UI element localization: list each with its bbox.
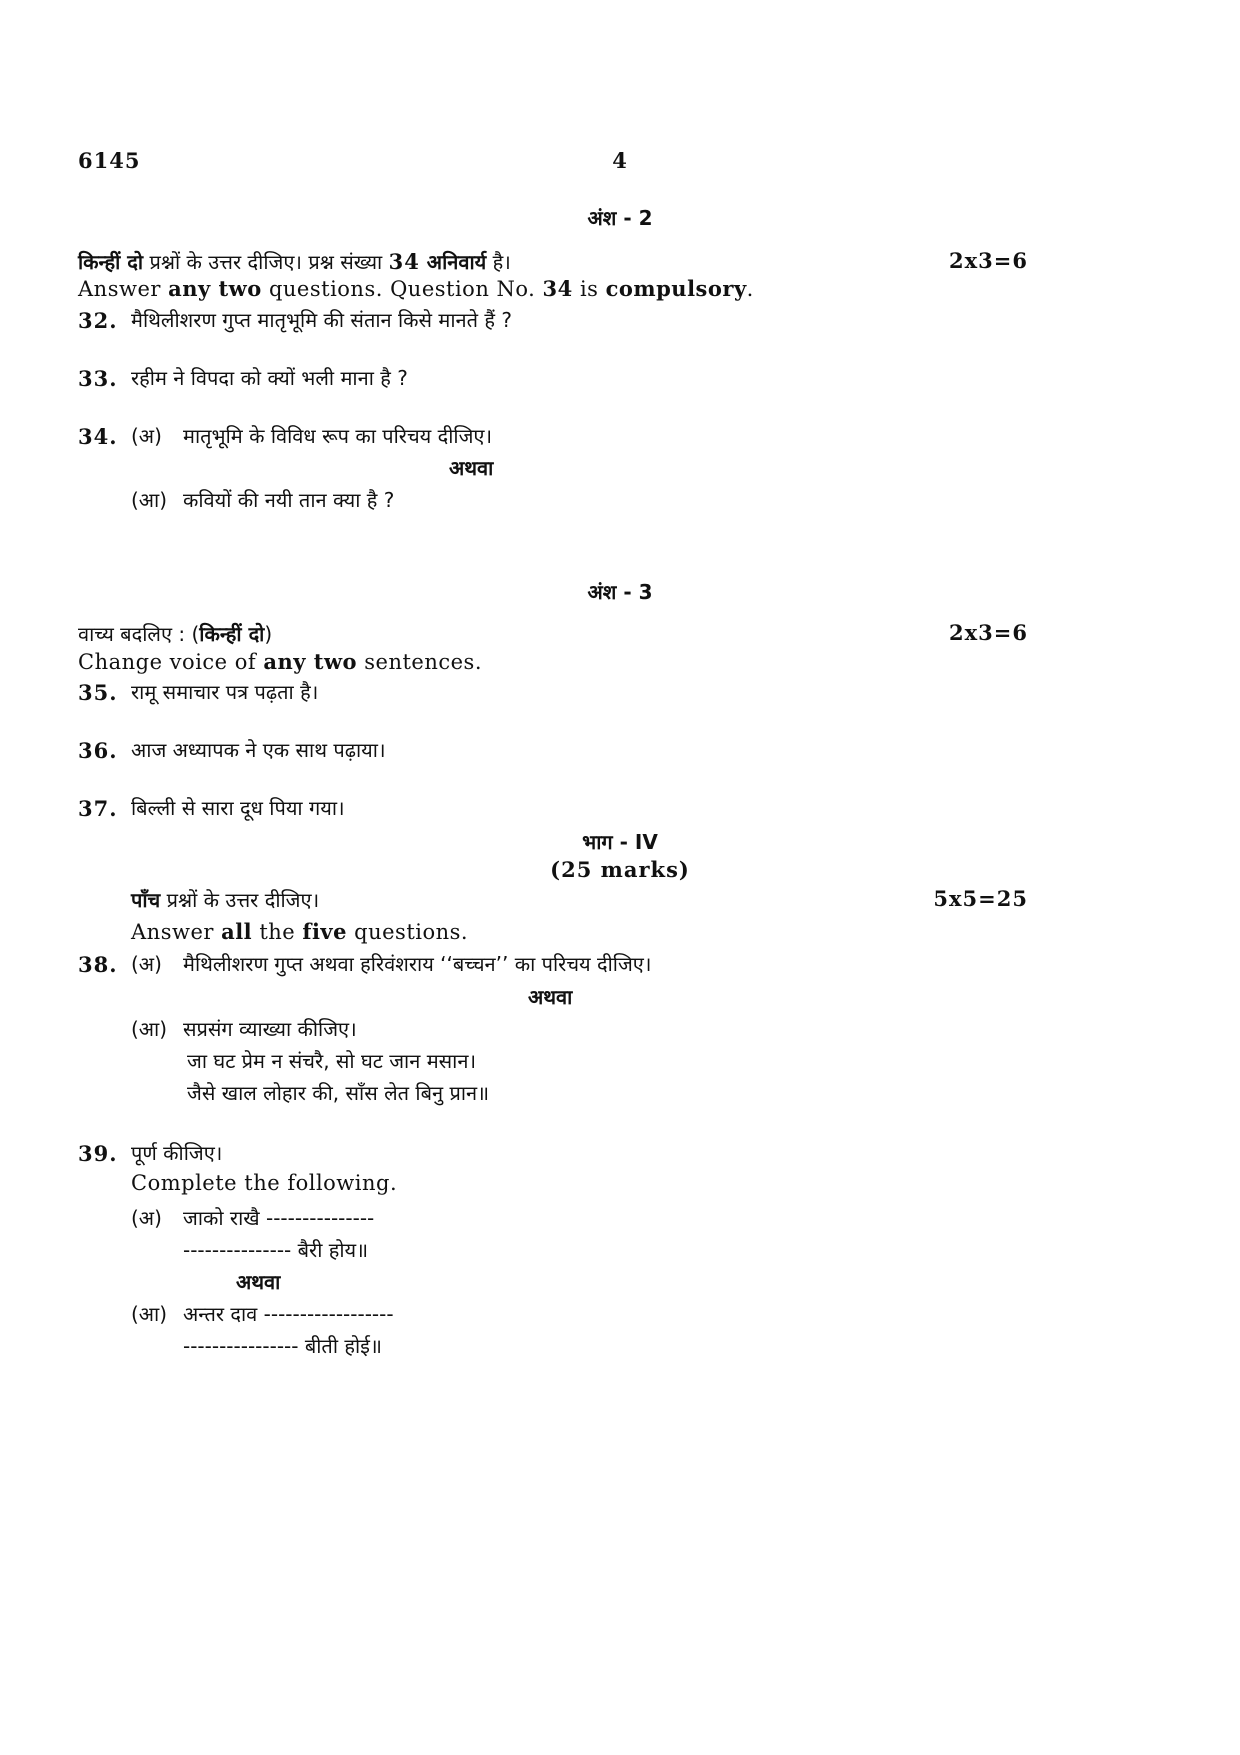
or-label: अथवा	[236, 1270, 281, 1294]
instr-text: प्रश्नों के उत्तर दीजिए। प्रश्न संख्या	[143, 250, 389, 274]
question-36-number: 36.	[78, 738, 118, 763]
question-39-text: पूर्ण कीजिए।	[131, 1141, 223, 1165]
question-39-english: Complete the following.	[131, 1171, 398, 1195]
question-37-text: बिल्ली से सारा दूध पिया गया।	[131, 796, 345, 820]
question-38a-label: (अ)	[131, 952, 162, 976]
bold-text: five	[302, 919, 347, 944]
text: वाच्य बदलिए : (	[78, 622, 200, 646]
question-32-text: मैथिलीशरण गुप्त मातृभूमि की संतान किसे मानते हैं ?	[131, 308, 512, 332]
text: प्रश्नों के उत्तर दीजिए।	[160, 888, 320, 912]
question-39-number: 39.	[78, 1141, 118, 1166]
question-39a-line-1: जाको राखै ---------------	[183, 1206, 375, 1230]
text: questions.	[346, 920, 469, 944]
question-39b-line-1: अन्तर दाव ------------------	[183, 1302, 394, 1326]
or-label: अथवा	[528, 985, 573, 1009]
text: sentences.	[357, 650, 482, 674]
text: the	[252, 920, 303, 944]
section-2-instruction-hindi	[78, 248, 511, 275]
question-38b-label: (आ)	[131, 1017, 168, 1041]
text: Answer	[78, 277, 169, 301]
bold-text: any two	[263, 649, 358, 674]
part-4-instruction-hindi	[131, 886, 319, 913]
text: Change voice of	[78, 650, 264, 674]
question-36-text: आज अध्यापक ने एक साथ पढ़ाया।	[131, 738, 386, 762]
text: is	[572, 277, 606, 301]
instr-bold-2: अनिवार्य	[419, 250, 487, 274]
bold-text: all	[221, 919, 253, 944]
question-35-text: रामू समाचार पत्र पढ़ता है।	[131, 680, 319, 704]
question-34b-label: (आ)	[131, 488, 168, 512]
bold-text: compulsory	[605, 276, 747, 301]
question-39a-label: (अ)	[131, 1206, 162, 1230]
part-4-instruction-english	[131, 919, 468, 944]
text: Answer	[131, 920, 222, 944]
instr-bold: किन्हीं दो	[78, 250, 144, 274]
question-34a-label: (अ)	[131, 424, 162, 448]
bold-text: 34	[542, 276, 573, 301]
question-39b-line-2: ---------------- बीती होई॥	[183, 1334, 382, 1358]
question-38a-text: मैथिलीशरण गुप्त अथवा हरिवंशराय ‘‘बच्चन’’ का परिचय दीजिए।	[183, 952, 652, 976]
section-3-marks: 2x3=6	[949, 620, 1028, 645]
page-number: 4	[612, 148, 628, 173]
question-38b-text: सप्रसंग व्याख्या कीजिए।	[183, 1017, 357, 1041]
couplet-line-1: जा घट प्रेम न संचरै, सो घट जान मसान।	[187, 1049, 477, 1073]
instr-text-2: है।	[486, 250, 511, 274]
text: questions. Question No.	[261, 277, 543, 301]
section-3-title: अंश - 3	[587, 580, 653, 604]
bold-text: any two	[168, 276, 262, 301]
question-39a-line-2: --------------- बैरी होय॥	[183, 1238, 369, 1262]
text: )	[264, 622, 273, 646]
bold-text: पाँच	[131, 888, 161, 912]
section-2-title: अंश - 2	[587, 206, 653, 230]
question-34a-text: मातृभूमि के विविध रूप का परिचय दीजिए।	[183, 424, 493, 448]
question-37-number: 37.	[78, 796, 118, 821]
question-35-number: 35.	[78, 680, 118, 705]
section-3-instruction-english	[78, 649, 482, 674]
question-33-text: रहीम ने विपदा को क्यों भली माना है ?	[131, 366, 408, 390]
section-2-marks: 2x3=6	[949, 248, 1028, 273]
couplet-line-2: जैसे खाल लोहार की, साँस लेत बिनु प्रान॥	[187, 1081, 490, 1105]
part-4-title: भाग - IV	[582, 830, 658, 854]
instr-num: 34	[388, 249, 420, 274]
or-label: अथवा	[449, 456, 494, 480]
text: .	[746, 277, 754, 301]
part-4-subtitle: (25 marks)	[550, 857, 690, 882]
question-38-number: 38.	[78, 952, 118, 977]
bold-text: किन्हीं दो	[199, 622, 265, 646]
part-4-marks: 5x5=25	[933, 886, 1028, 911]
question-33-number: 33.	[78, 366, 118, 391]
section-3-instruction-hindi	[78, 620, 272, 647]
question-34b-text: कवियों की नयी तान क्या है ?	[183, 488, 395, 512]
paper-code: 6145	[78, 148, 141, 173]
question-32-number: 32.	[78, 308, 118, 333]
section-2-instruction-english	[78, 276, 754, 301]
question-34-number: 34.	[78, 424, 118, 449]
question-39b-label: (आ)	[131, 1302, 168, 1326]
